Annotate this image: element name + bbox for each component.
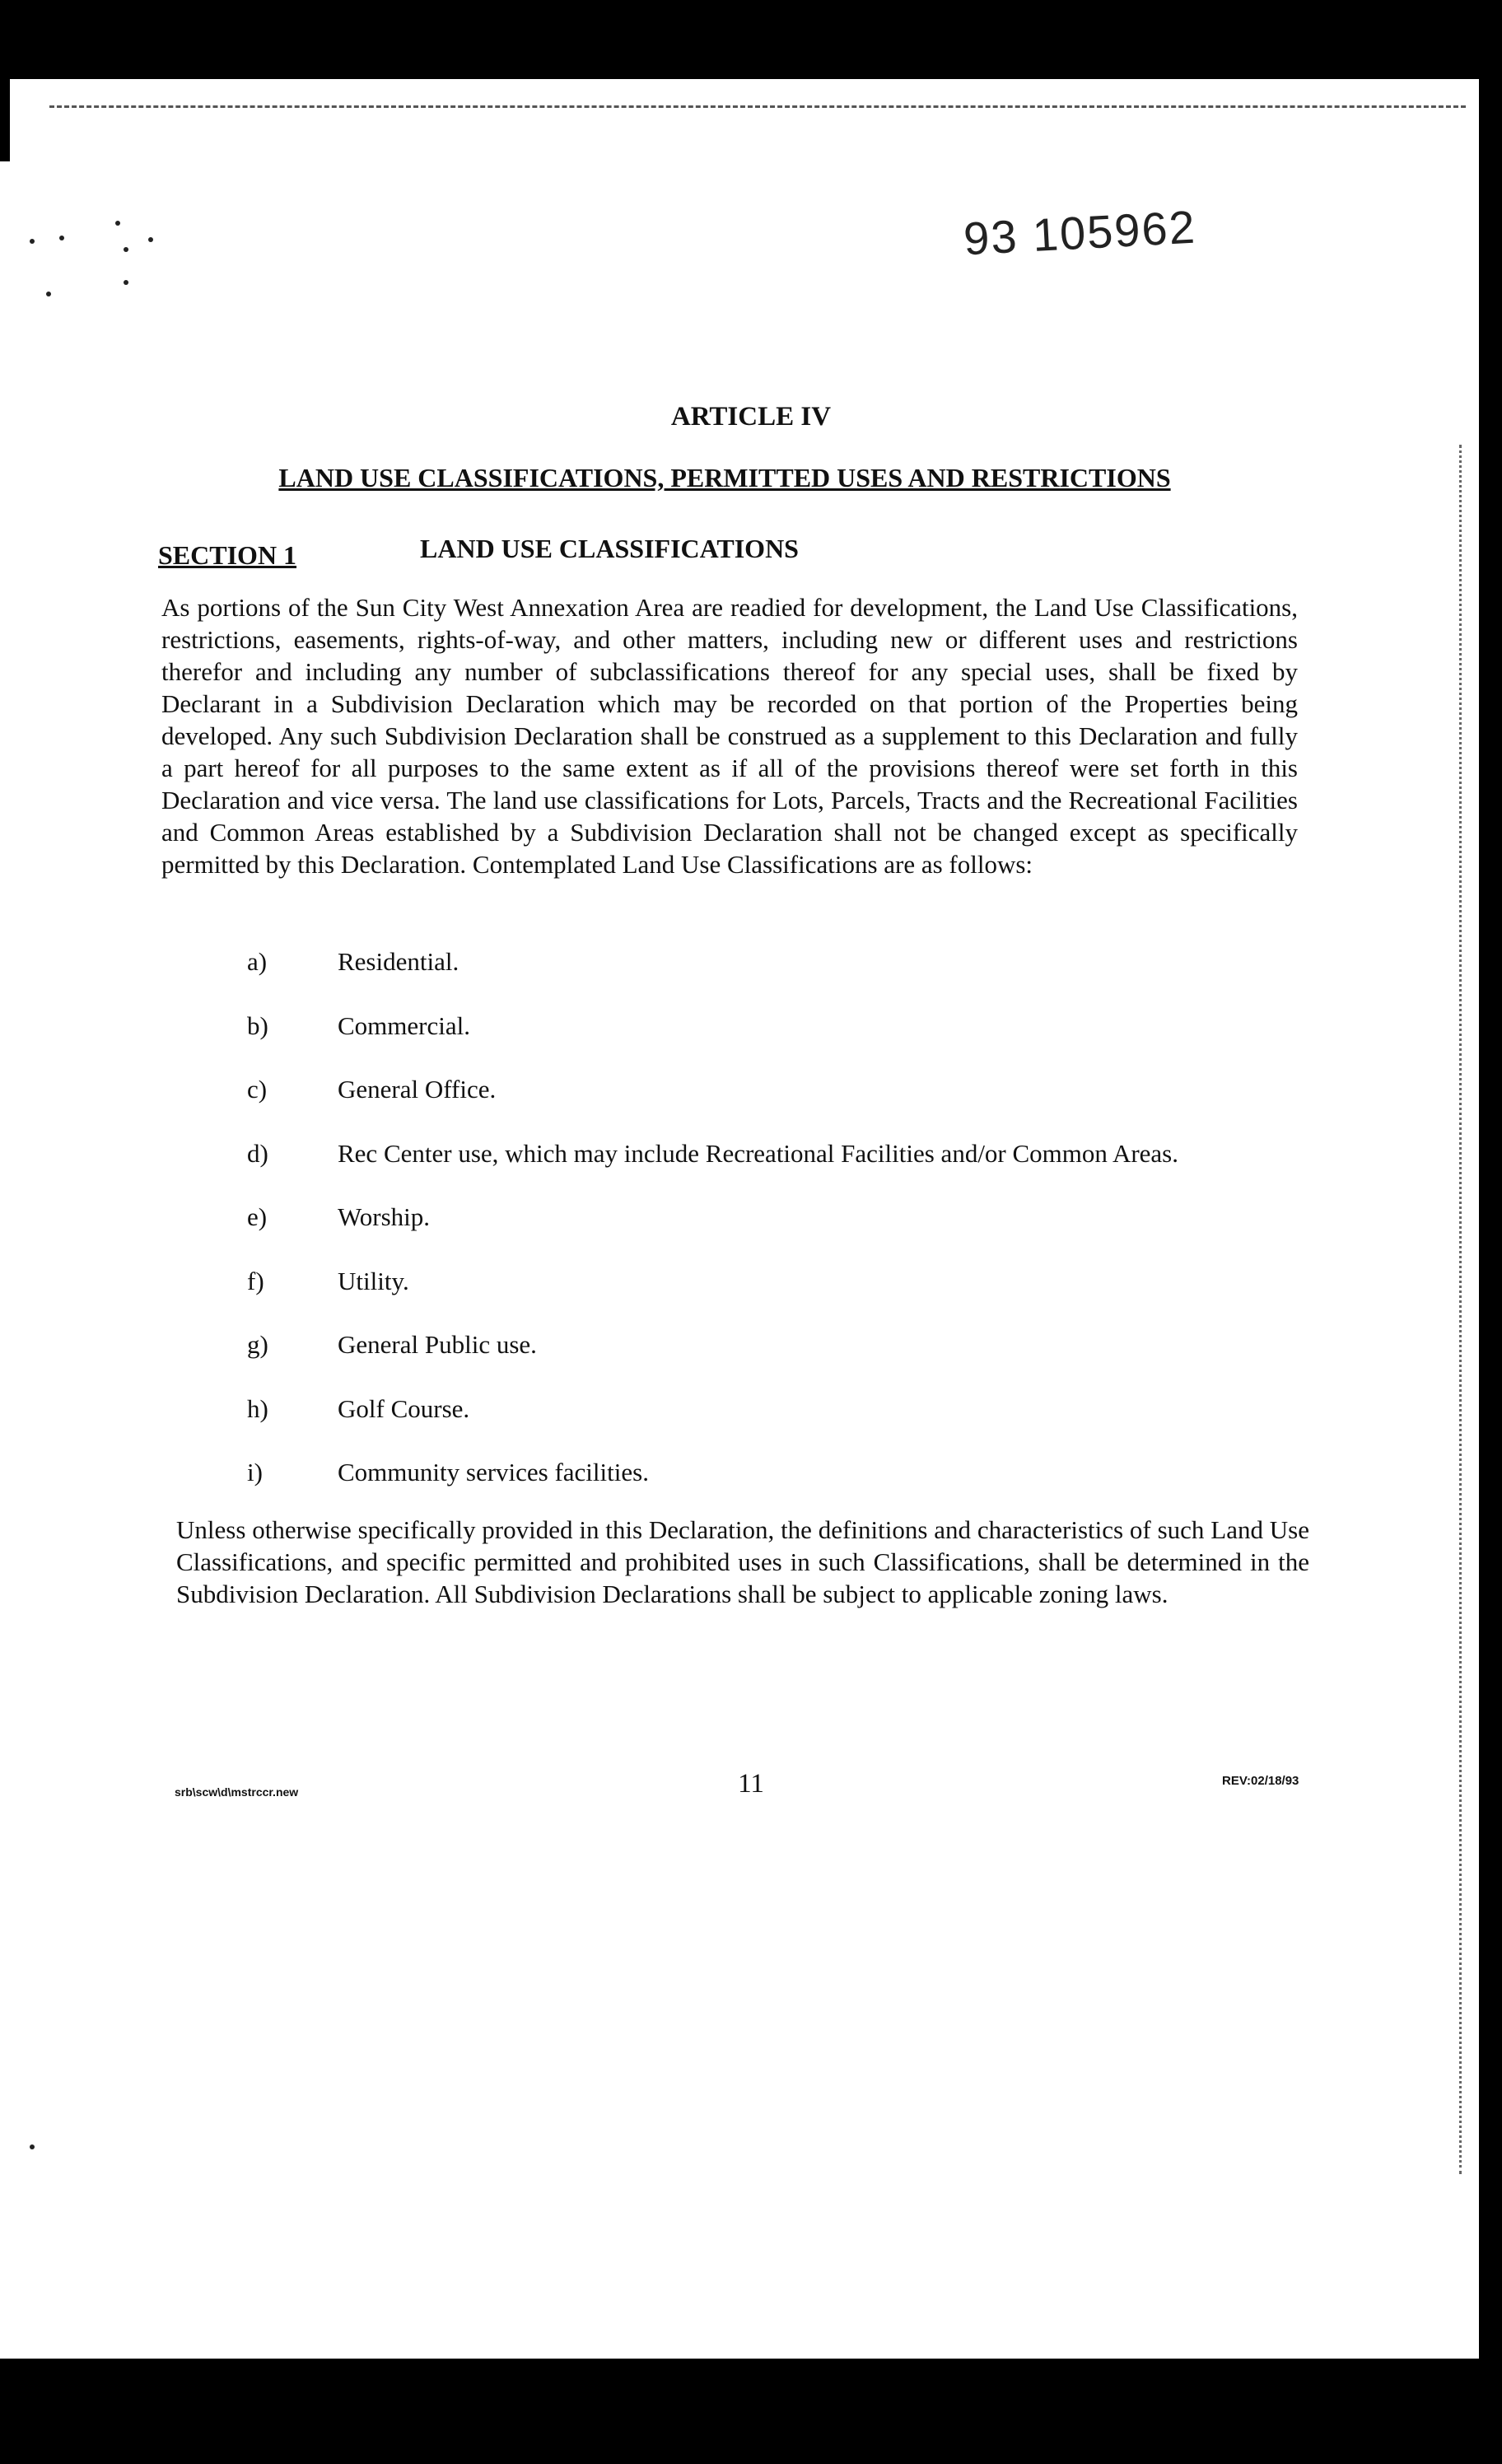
recording-number-stamp: 93 105962 <box>962 200 1198 265</box>
list-item <box>247 1011 1318 1076</box>
article-title: LAND USE CLASSIFICATIONS, PERMITTED USES AND RESTRICTIONS <box>278 463 1171 492</box>
scan-right-border <box>1479 0 1502 2464</box>
list-marker: f) <box>247 1266 264 1295</box>
page-number: 11 <box>738 1769 764 1799</box>
scan-bottom-border <box>0 2359 1502 2464</box>
scan-left-notch <box>0 79 10 161</box>
list-item-text: Rec Center use, which may include Recreational Facilities and/or Common Areas. <box>338 1138 1178 1168</box>
intro-paragraph: As portions of the Sun City West Annexation Area are readied for development, the Land Use Classifications, restrictions, easements, rights-of-way, and other matters, including new or different uses and restrictions therefor and including any number of subclassifications thereof for any special uses, shall be fixed by Declarant in a Subdivision Declaration which may be recorded on that portion of the Properties being developed. Any such Subdivision Declaration shall be construed as a supplement to this Declaration and fully a part hereof for all purposes to the same extent as if all of the provisions thereof were set forth in this Declaration and vice versa. The land use classifications for Lots, Parcels, Tracts and the Recreational Facilities and Common Areas established by a Subdivision Declaration shall not be changed except as specifically permitted by this Declaration. Contemplated Land Use Classifications are as follows: <box>161 593 1298 879</box>
list-marker: e) <box>247 1202 268 1231</box>
list-item-text: Golf Course. <box>338 1393 470 1423</box>
file-path-footer: srb\scw\d\mstrccr.new <box>175 1785 299 1799</box>
list-item-text: Commercial. <box>338 1010 470 1040</box>
revision-date-footer: REV:02/18/93 <box>1222 1774 1299 1788</box>
list-item <box>247 1330 1318 1394</box>
list-item <box>247 1075 1318 1139</box>
list-marker: d) <box>247 1138 268 1168</box>
list-item <box>247 947 1318 1011</box>
list-item <box>247 1394 1318 1458</box>
scan-page-edge <box>49 105 1466 108</box>
list-marker: a) <box>247 947 268 976</box>
section-title: LAND USE CLASSIFICATIONS <box>420 534 799 563</box>
scan-speck <box>59 236 64 240</box>
list-item-text: General Public use. <box>338 1330 537 1359</box>
scan-speck <box>148 237 153 242</box>
list-marker: c) <box>247 1075 268 1104</box>
list-item-text: General Office. <box>338 1075 497 1104</box>
scan-speck <box>124 247 128 252</box>
list-item-text: Utility. <box>338 1266 409 1295</box>
scan-top-border <box>0 0 1502 79</box>
list-marker: b) <box>247 1010 268 1040</box>
list-item-text: Community services facilities. <box>338 1458 649 1486</box>
scan-speck <box>124 280 128 285</box>
list-marker: g) <box>247 1330 268 1359</box>
closing-paragraph: Unless otherwise specifically provided in this Declaration, the definitions and characteristics of such Land Use Classifications, and specific permitted and prohibited uses in such Classifications, shall be determined in the Subdivision Declaration. All Subdivision Declarations shall be subject to applicable zoning laws. <box>176 1515 1309 1608</box>
list-marker: i) <box>247 1458 263 1486</box>
article-heading: ARTICLE IV <box>670 402 832 432</box>
scan-speck <box>30 2144 35 2149</box>
scan-edge-marks <box>1459 445 1470 2174</box>
scan-speck <box>115 221 120 226</box>
list-item <box>247 1267 1318 1331</box>
scan-speck <box>46 292 51 296</box>
list-item-text: Worship. <box>338 1202 431 1231</box>
list-item-text: Residential. <box>338 947 459 976</box>
scan-speck <box>30 239 35 244</box>
list-item <box>247 1458 1318 1522</box>
list-item <box>247 1202 1318 1267</box>
classification-list <box>247 947 1318 1522</box>
section-label: SECTION 1 <box>158 540 297 570</box>
list-item <box>247 1139 1318 1203</box>
list-marker: h) <box>247 1393 268 1423</box>
